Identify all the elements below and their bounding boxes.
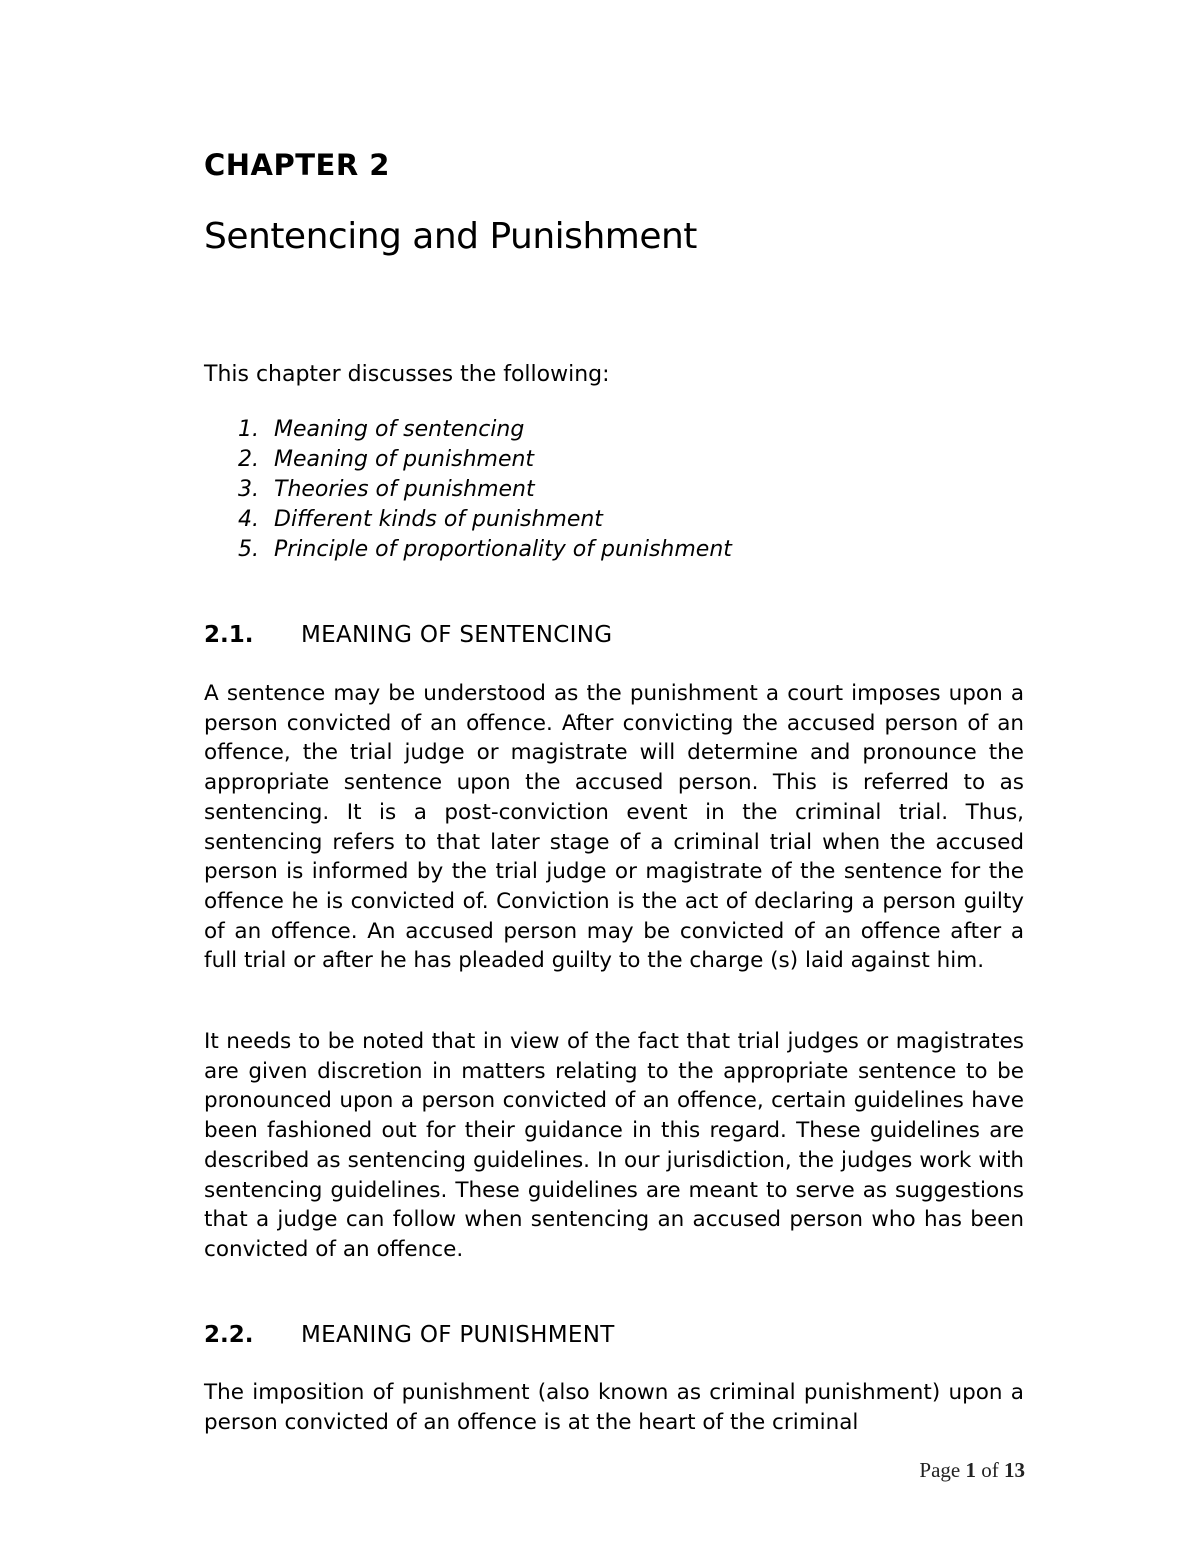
- section-number: 2.2.: [204, 1322, 254, 1348]
- list-item: [204, 415, 732, 445]
- paragraph-punishment-intro: The imposition of punishment (also known as criminal punishment) upon a person convicted of an offence is at the heart of the criminal: [204, 1380, 1024, 1435]
- list-item: [204, 535, 732, 565]
- current-page-number: 1: [965, 1458, 976, 1482]
- paragraph-sentencing-definition: A sentence may be understood as the punishment a court imposes upon a person convicted of an offence. After convicting the accused person of an offence, the trial judge or magistrate will determine and pronounce the appropriate sentence upon the accused person. This is referred to as sentencing. It is a post-conviction event in the criminal trial. Thus, sentencing refers to that later stage of a criminal trial when the accused person is informed by the trial judge or magistrate of the sentence for the offence he is convicted of. Conviction is the act of declaring a person guilty of an offence. An accused person may be convicted of an offence after a full trial or after he has pleaded guilty to the charge (s) laid against him.: [204, 681, 1024, 974]
- list-item-number: 2.: [238, 447, 259, 472]
- page-number-footer: [903, 1456, 1025, 1484]
- section-heading-2-1: [204, 620, 612, 650]
- section-title: MEANING OF PUNISHMENT: [301, 1322, 615, 1348]
- list-item-number: 3.: [238, 477, 259, 502]
- list-item-text: Meaning of sentencing: [274, 417, 525, 442]
- section-number: 2.1.: [204, 622, 254, 648]
- list-item: [204, 505, 732, 535]
- chapter-label: CHAPTER 2: [204, 148, 390, 182]
- chapter-intro: This chapter discusses the following:: [204, 362, 610, 387]
- list-item: [204, 445, 732, 475]
- topic-list: [204, 415, 732, 565]
- total-page-count: 13: [1004, 1458, 1025, 1482]
- list-item-text: Theories of punishment: [274, 477, 535, 502]
- page-word: Page: [919, 1458, 961, 1482]
- list-item-text: Principle of proportionality of punishment: [274, 537, 732, 562]
- section-heading-2-2: [204, 1320, 615, 1350]
- chapter-title: Sentencing and Punishment: [204, 216, 697, 257]
- list-item-number: 4.: [238, 507, 259, 532]
- list-item-number: 1.: [238, 417, 259, 442]
- list-item-number: 5.: [238, 537, 259, 562]
- of-word: of: [981, 1458, 999, 1482]
- list-item-text: Different kinds of punishment: [274, 507, 603, 532]
- list-item: [204, 475, 732, 505]
- section-title: MEANING OF SENTENCING: [301, 622, 613, 648]
- list-item-text: Meaning of punishment: [274, 447, 535, 472]
- paragraph-sentencing-guidelines: It needs to be noted that in view of the fact that trial judges or magistrates are given discretion in matters relating to the appropriate sentence to be pronounced upon a person convicted of an offence, certain guidelines have been fashioned out for their guidance in this regard. These guidelines are described as sentencing guidelines. In our jurisdiction, the judges work with sentencing guidelines. These guidelines are meant to serve as suggestions that a judge can follow when sentencing an accused person who has been convicted of an offence.: [204, 1029, 1024, 1262]
